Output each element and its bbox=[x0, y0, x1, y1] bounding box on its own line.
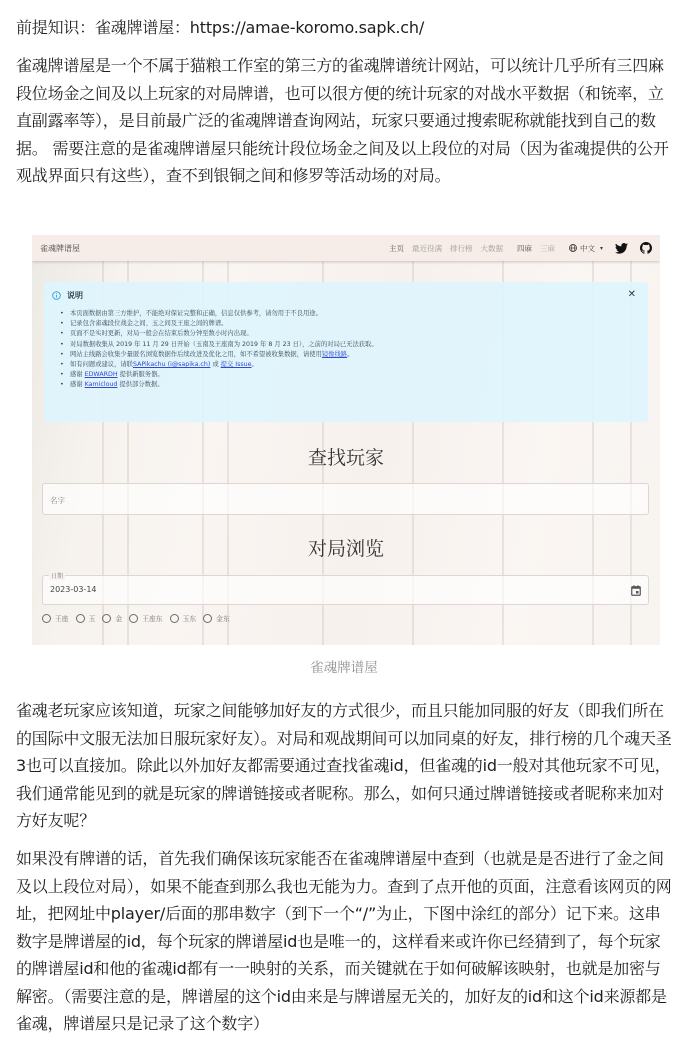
radio-label: 金 bbox=[115, 615, 123, 623]
radio-label: 玉东 bbox=[182, 615, 197, 623]
globe-icon bbox=[569, 244, 577, 252]
notice-item: • 页面不是实时更新，对局一般会在结束后数分钟至数小时内出现。 bbox=[70, 329, 378, 339]
radio-throne[interactable] bbox=[42, 613, 69, 623]
radio-circle-icon bbox=[76, 614, 85, 623]
notice-text: 提供部分数据。 bbox=[117, 381, 164, 389]
radio-throne-east[interactable] bbox=[129, 613, 162, 623]
calendar-icon[interactable] bbox=[631, 585, 641, 596]
nav-home[interactable]: 主页 bbox=[388, 243, 404, 253]
language-label: 中文 bbox=[579, 243, 595, 253]
player-name-input[interactable] bbox=[42, 483, 649, 515]
radio-label: 王座 bbox=[55, 615, 69, 623]
radio-circle-icon bbox=[170, 614, 179, 623]
notice-item bbox=[70, 380, 378, 390]
submit-issue-link[interactable]: 提交 Issue bbox=[220, 361, 252, 369]
notice-text: 或 bbox=[210, 361, 221, 369]
notice-text: 提供新服务器。 bbox=[117, 371, 164, 379]
radio-circle-icon bbox=[102, 614, 111, 623]
top-nav bbox=[389, 242, 652, 254]
radio-label: 金东 bbox=[216, 615, 230, 623]
close-icon[interactable]: ✕ bbox=[627, 289, 636, 300]
radio-circle-icon bbox=[203, 614, 212, 623]
game-browse-heading: 对局浏览 bbox=[307, 538, 384, 560]
notice-item bbox=[70, 370, 378, 380]
nav-recent-yakuman[interactable]: 最近役满 bbox=[411, 243, 442, 253]
radio-gold-east[interactable] bbox=[203, 613, 230, 623]
find-player-heading: 查找玩家 bbox=[307, 447, 384, 469]
paragraph-intro: 雀魂牌谱屋是一个不属于猫粮工作室的第三方的雀魂牌谱统计网站，可以统计几乎所有三四麻段位场金之间及以上玩家的对局牌谱，也可以很方便的统计玩家的对战水平数据（和铳率，立直副露率等），是目前最广泛的雀魂牌谱查询网站，玩家只要通过搜索昵称就能找到自己的数据。 需要注意的是雀魂牌谱屋只能统计段位场金之间及以上段位的对局（因为雀魂提供的公开观战界面只有这些），查不到银铜之间和修罗等活动场的对局。 bbox=[16, 56, 669, 185]
language-selector[interactable] bbox=[569, 243, 603, 254]
nav-big-data[interactable]: 大数据 bbox=[480, 243, 503, 253]
notice-title: 说明 bbox=[67, 291, 83, 300]
mode-three-player[interactable]: 三麻 bbox=[539, 243, 555, 253]
info-icon bbox=[52, 291, 61, 300]
edwardh-link[interactable]: EDWARDH bbox=[84, 371, 118, 379]
notice-alert bbox=[44, 282, 648, 422]
nav-ranking[interactable]: 排行榜 bbox=[449, 243, 473, 253]
image-caption: 雀魂牌谱屋 bbox=[310, 660, 378, 676]
notice-list bbox=[70, 309, 378, 391]
paragraph-friends: 雀魂老玩家应该知道，玩家之间能够加好友的方式很少，而且只能加同服的好友（即我们所在的国际中文服无法加日服玩家好友）。对局和观战期间可以加同桌的好友，排行榜的几个魂天圣3也可以直接加。除此以外加好友都需要通过查找雀魂id，但雀魂的id一般对其他玩家不可见，我们通常能见到的就是玩家的牌谱链接或者昵称。那么，如何只通过牌谱链接或者昵称来加对方好友呢？ bbox=[16, 701, 672, 830]
notice-text: 网站主线路会收集少量匿名浏览数据作后续改进及优化之用，如不希望被收集数据，请使用 bbox=[70, 350, 322, 358]
kamicloud-link[interactable]: Kamicloud bbox=[84, 381, 118, 389]
notice-text: 感谢 bbox=[70, 371, 85, 379]
radio-circle-icon bbox=[42, 614, 51, 623]
notice-text: 。 bbox=[251, 361, 258, 369]
notice-item: • 记录包含雀魂段位战金之间、玉之间及王座之间的牌谱。 bbox=[70, 319, 378, 329]
intro-line: 前提知识：雀魂牌谱屋：https://amae-koromo.sapk.ch/ bbox=[16, 18, 425, 37]
name-placeholder: 名字 bbox=[50, 496, 65, 505]
radio-label: 玉 bbox=[88, 615, 96, 623]
radio-jade[interactable] bbox=[76, 613, 96, 623]
embedded-screenshot bbox=[32, 235, 660, 645]
github-icon[interactable] bbox=[640, 242, 652, 254]
twitter-icon[interactable] bbox=[615, 243, 628, 254]
date-label: 日期 bbox=[51, 573, 64, 580]
radio-circle-icon bbox=[129, 614, 138, 623]
site-brand[interactable]: 雀魂牌谱屋 bbox=[40, 243, 80, 253]
notice-text: 如有问题或建议，请联 bbox=[70, 361, 133, 369]
caret-down-icon: ▾ bbox=[599, 244, 603, 252]
notice-text: 。 bbox=[347, 350, 354, 358]
mirror-link[interactable]: 镜像线路 bbox=[321, 350, 348, 358]
notice-item bbox=[70, 360, 378, 370]
notice-text: 感谢 bbox=[70, 381, 85, 389]
notice-item: • 对局数据收集从 2019 年 11 月 29 日开始（玉南及王座南为 2019 年 8 月 23 日），之前的对局已无法获取。 bbox=[70, 340, 378, 350]
paragraph-mapping: 如果没有牌谱的话，首先我们确保该玩家能否在雀魂牌谱屋中查到（也就是是否进行了金之间及以上段位对局），如果不能查到那么我也无能为力。查到了点开他的页面，注意看该网页的网址，把网址中player/后面的那串数字（到下一个“/”为止，下图中涂红的部分）记下来。这串数字是牌谱屋的id，每个玩家的牌谱屋id也是唯一的，这样看来或许你已经猜到了，每个玩家的牌谱屋id和他的雀魂id都有一一映射的关系，而关键就在于如何破解该映射，也就是加密与解密。（需要注意的是，牌谱屋的这个id由来是与牌谱屋无关的，加好友的id和这个id来源都是雀魂，牌谱屋只是记录了这个数字） bbox=[16, 849, 672, 1033]
notice-item: • 本页面数据由第三方维护，不能绝对保证完整和正确，信息仅供参考，请勿用于不良用途。 bbox=[70, 309, 378, 319]
radio-jade-east[interactable] bbox=[170, 613, 197, 623]
radio-gold[interactable] bbox=[102, 613, 122, 623]
app-bar bbox=[32, 235, 660, 261]
mode-four-player[interactable]: 四麻 bbox=[516, 243, 532, 253]
contact-link[interactable]: SAPikachu (i@sapika.ch) bbox=[132, 361, 211, 369]
radio-label: 王座东 bbox=[142, 615, 163, 623]
date-value: 2023-03-14 bbox=[50, 585, 97, 594]
date-input[interactable] bbox=[42, 575, 649, 605]
room-radio-group bbox=[42, 613, 230, 623]
notice-item bbox=[70, 350, 378, 360]
